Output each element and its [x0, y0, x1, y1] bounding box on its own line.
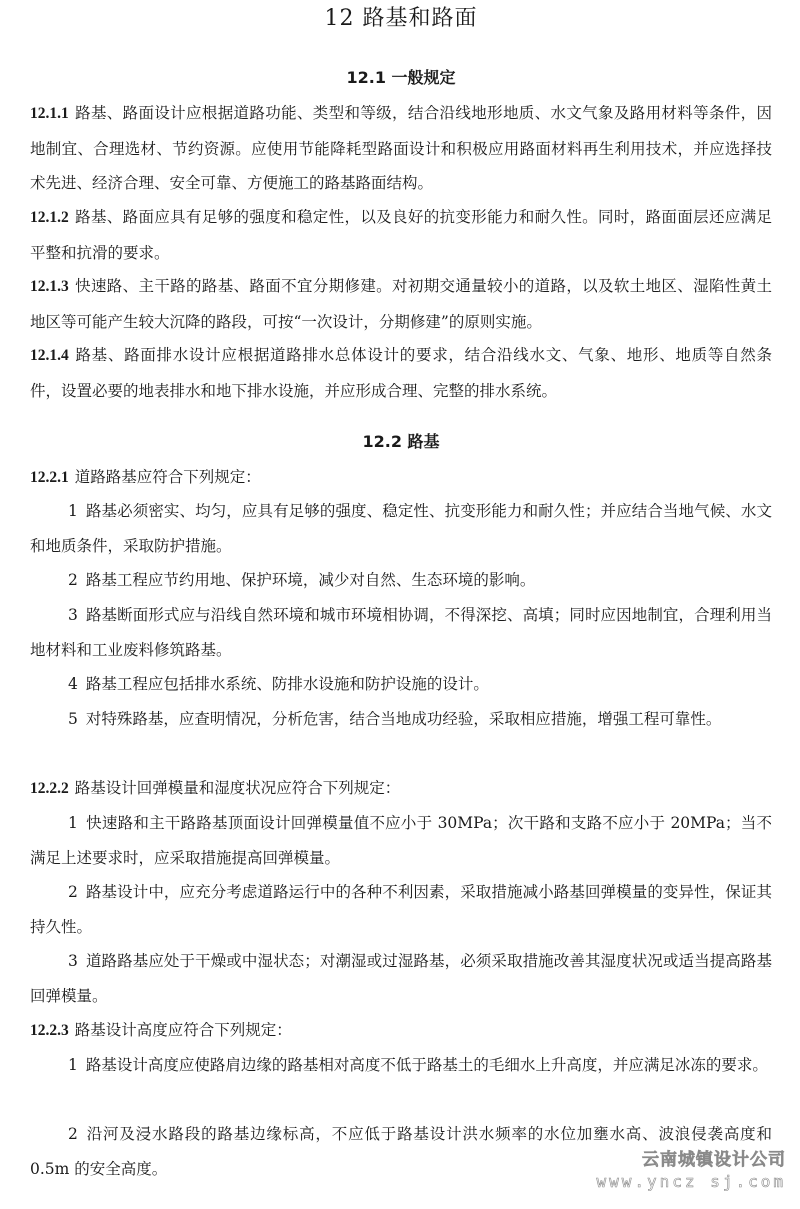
clause-text: 路基设计高度应符合下列规定：	[74, 1021, 292, 1039]
clause-12-2-2-item-2	[30, 875, 772, 944]
clause-12-2-3-item-2	[30, 1117, 772, 1186]
clause-12-2-2	[30, 771, 772, 807]
clause-12-2-1-item-1	[30, 494, 772, 563]
item-text: 路基设计高度应使路肩边缘的路基相对高度不低于路基土的毛细水上升高度，并应满足冰冻的要求。	[85, 1056, 768, 1074]
item-text: 快速路和主干路路基顶面设计回弹模量值不应小于 30MPa；次干路和支路不应小于 20MPa；当不满足上述要求时，应采取措施提高回弹模量。	[30, 814, 772, 867]
clause-12-2-3	[30, 1013, 772, 1049]
clause-text: 快速路、主干路的路基、路面不宜分期修建。对初期交通量较小的道路，以及软土地区、湿陷性黄土地区等可能产生较大沉降的路段，可按“一次设计，分期修建”的原则实施。	[30, 277, 772, 331]
clause-12-2-1-item-5	[30, 702, 772, 737]
clause-12-2-1-item-3	[30, 598, 772, 667]
clause-12-1-4	[30, 338, 772, 408]
clause-text: 路基、路面排水设计应根据道路排水总体设计的要求，结合沿线水文、气象、地形、地质等自然条件，设置必要的地表排水和地下排水设施，并应形成合理、完整的排水系统。	[30, 346, 772, 400]
item-number: 4	[68, 675, 78, 693]
item-number: 3	[68, 952, 78, 970]
watermark-name: 云南城镇设计公司	[642, 1150, 786, 1170]
section-title-12-2: 12.2 路基	[362, 432, 440, 451]
item-text: 路基必须密实、均匀，应具有足够的强度、稳定性、抗变形能力和耐久性；并应结合当地气候、水文和地质条件，采取防护措施。	[30, 502, 772, 555]
clause-12-1-2	[30, 200, 772, 270]
item-text: 对特殊路基，应查明情况，分析危害，结合当地成功经验，采取相应措施，增强工程可靠性。	[85, 710, 722, 728]
clause-number: 12.1.1	[30, 105, 69, 122]
clause-number: 12.1.4	[30, 347, 69, 364]
clause-12-2-1-item-2	[30, 563, 772, 598]
watermark-url: www.yncz sj.com	[596, 1172, 786, 1191]
clause-number: 12.2.3	[30, 1022, 69, 1039]
item-text: 路基设计中，应充分考虑道路运行中的各种不利因素，采取措施减小路基回弹模量的变异性，保证其持久性。	[30, 883, 772, 936]
item-text: 路基工程应节约用地、保护环境，减少对自然、生态环境的影响。	[85, 571, 536, 589]
item-number: 2	[68, 571, 78, 589]
item-number: 1	[68, 814, 78, 832]
clause-12-2-2-item-3	[30, 944, 772, 1013]
item-text: 沿河及浸水路段的路基边缘标高，不应低于路基设计洪水频率的水位加壅水高、波浪侵袭高度和 0.5m 的安全高度。	[30, 1125, 772, 1178]
item-number: 1	[68, 1056, 78, 1074]
item-number: 3	[68, 606, 78, 624]
item-text: 路基工程应包括排水系统、防排水设施和防护设施的设计。	[85, 675, 489, 693]
item-number: 2	[68, 1125, 78, 1143]
item-number: 5	[68, 710, 78, 728]
item-number: 1	[68, 502, 78, 520]
clause-number: 12.2.1	[30, 469, 69, 486]
item-number: 2	[68, 883, 78, 901]
clause-number: 12.1.2	[30, 209, 69, 226]
clause-12-2-3-item-1	[30, 1048, 772, 1083]
item-text: 道路路基应处于干燥或中湿状态；对潮湿或过湿路基，必须采取措施改善其湿度状况或适当提高路基回弹模量。	[30, 952, 772, 1005]
item-text: 路基断面形式应与沿线自然环境和城市环境相协调，不得深挖、高填；同时应因地制宜，合理利用当地材料和工业废料修筑路基。	[30, 606, 772, 659]
clause-text: 道路路基应符合下列规定：	[74, 468, 261, 486]
clause-12-2-2-item-1	[30, 806, 772, 875]
chapter-title: 12 路基和路面	[324, 6, 478, 31]
clause-text: 路基、路面设计应根据道路功能、类型和等级，结合沿线地形地质、水文气象及路用材料等条件，因地制宜、合理选材、节约资源。应使用节能降耗型路面设计和积极应用路面材料再生利用技术，并应选择技术先进、经济合理、安全可靠、方便施工的路基路面结构。	[30, 104, 772, 192]
clause-text: 路基、路面应具有足够的强度和稳定性，以及良好的抗变形能力和耐久性。同时，路面面层还应满足平整和抗滑的要求。	[30, 208, 772, 262]
clause-12-1-3	[30, 269, 772, 339]
clause-12-2-1-item-4	[30, 667, 772, 702]
clause-12-2-1	[30, 460, 772, 496]
section-title-12-1: 12.1 一般规定	[346, 68, 456, 87]
clause-number: 12.1.3	[30, 278, 69, 295]
clause-12-1-1	[30, 96, 772, 201]
clause-text: 路基设计回弹模量和湿度状况应符合下列规定：	[74, 779, 401, 797]
clause-number: 12.2.2	[30, 780, 69, 797]
